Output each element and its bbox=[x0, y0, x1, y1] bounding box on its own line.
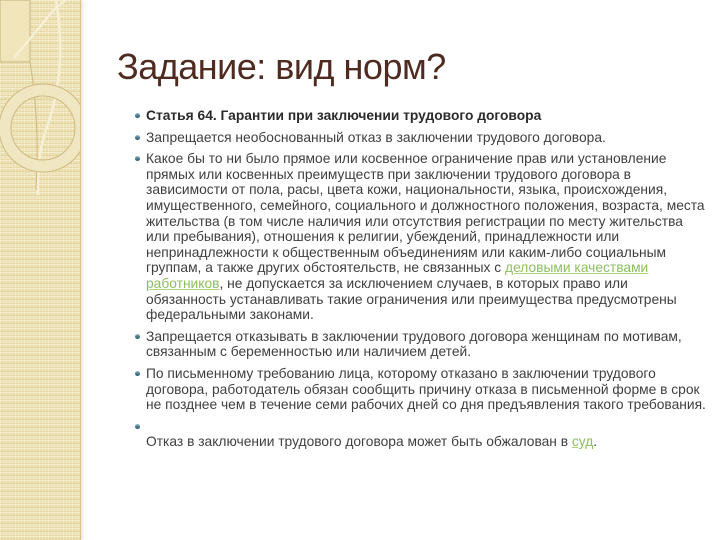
bold-text-run: Статья 64. Гарантии при заключении трудового договора bbox=[146, 108, 542, 123]
text-run: , не допускается за исключением случаев, в которых право или обязанность устанавливать такие ограничения или преимущества предусмотрены федеральными законами. bbox=[146, 275, 677, 323]
text-run: По письменному требованию лица, которому отказано в заключении трудового договора, работодатель обязан сообщить причину отказа в письменной форме в срок не позднее чем в течение семи рабочих дней со дня предъявления такого требования. bbox=[146, 365, 706, 413]
text-run: . bbox=[593, 434, 598, 450]
bullet-item bbox=[135, 108, 707, 124]
bullet-item bbox=[135, 366, 707, 413]
stripe-ornament-graphic bbox=[0, 0, 80, 540]
hyperlink[interactable]: деловыми качествами работников bbox=[146, 260, 649, 291]
decorative-stripe bbox=[0, 0, 81, 540]
text-run: Запрещается отказывать в заключении трудового договора женщинам по мотивам, связанным с беременностью или наличием детей. bbox=[146, 328, 682, 360]
ornament-ring-outline bbox=[11, 96, 75, 160]
bullet-item bbox=[135, 151, 707, 323]
bullet-item bbox=[135, 419, 707, 450]
text-run: Запрещается необоснованный отказ в заключении трудового договора. bbox=[146, 129, 606, 145]
slide-title: Задание: вид норм? bbox=[117, 46, 446, 87]
bullet-item bbox=[135, 130, 707, 146]
bullet-item bbox=[135, 329, 707, 360]
bullet-list bbox=[135, 108, 707, 456]
ornament-ring bbox=[5, 90, 80, 166]
text-run: Какое бы то ни было прямое или косвенное ограничение прав или установление прямых или косвенных преимуществ при заключении трудового договора в зависимости от пола, расы, цвета кожи, национальности, языка, происхождения, имущественного, семейного, социального и должностного положения, возраста, места жительства (в том числе наличия или отсутствия регистрации по месту жительства или пребывания), отношения к религии, убеждений, принадлежности или непринадлежности к общественным объединениям или каким-либо социальным группам, а также других обстоятельств, не связанных с bbox=[146, 151, 705, 276]
text-run: Отказ в заключении трудового договора может быть обжалован в bbox=[146, 434, 572, 450]
ornament-square bbox=[0, 0, 30, 62]
hyperlink[interactable]: суд bbox=[571, 434, 594, 450]
